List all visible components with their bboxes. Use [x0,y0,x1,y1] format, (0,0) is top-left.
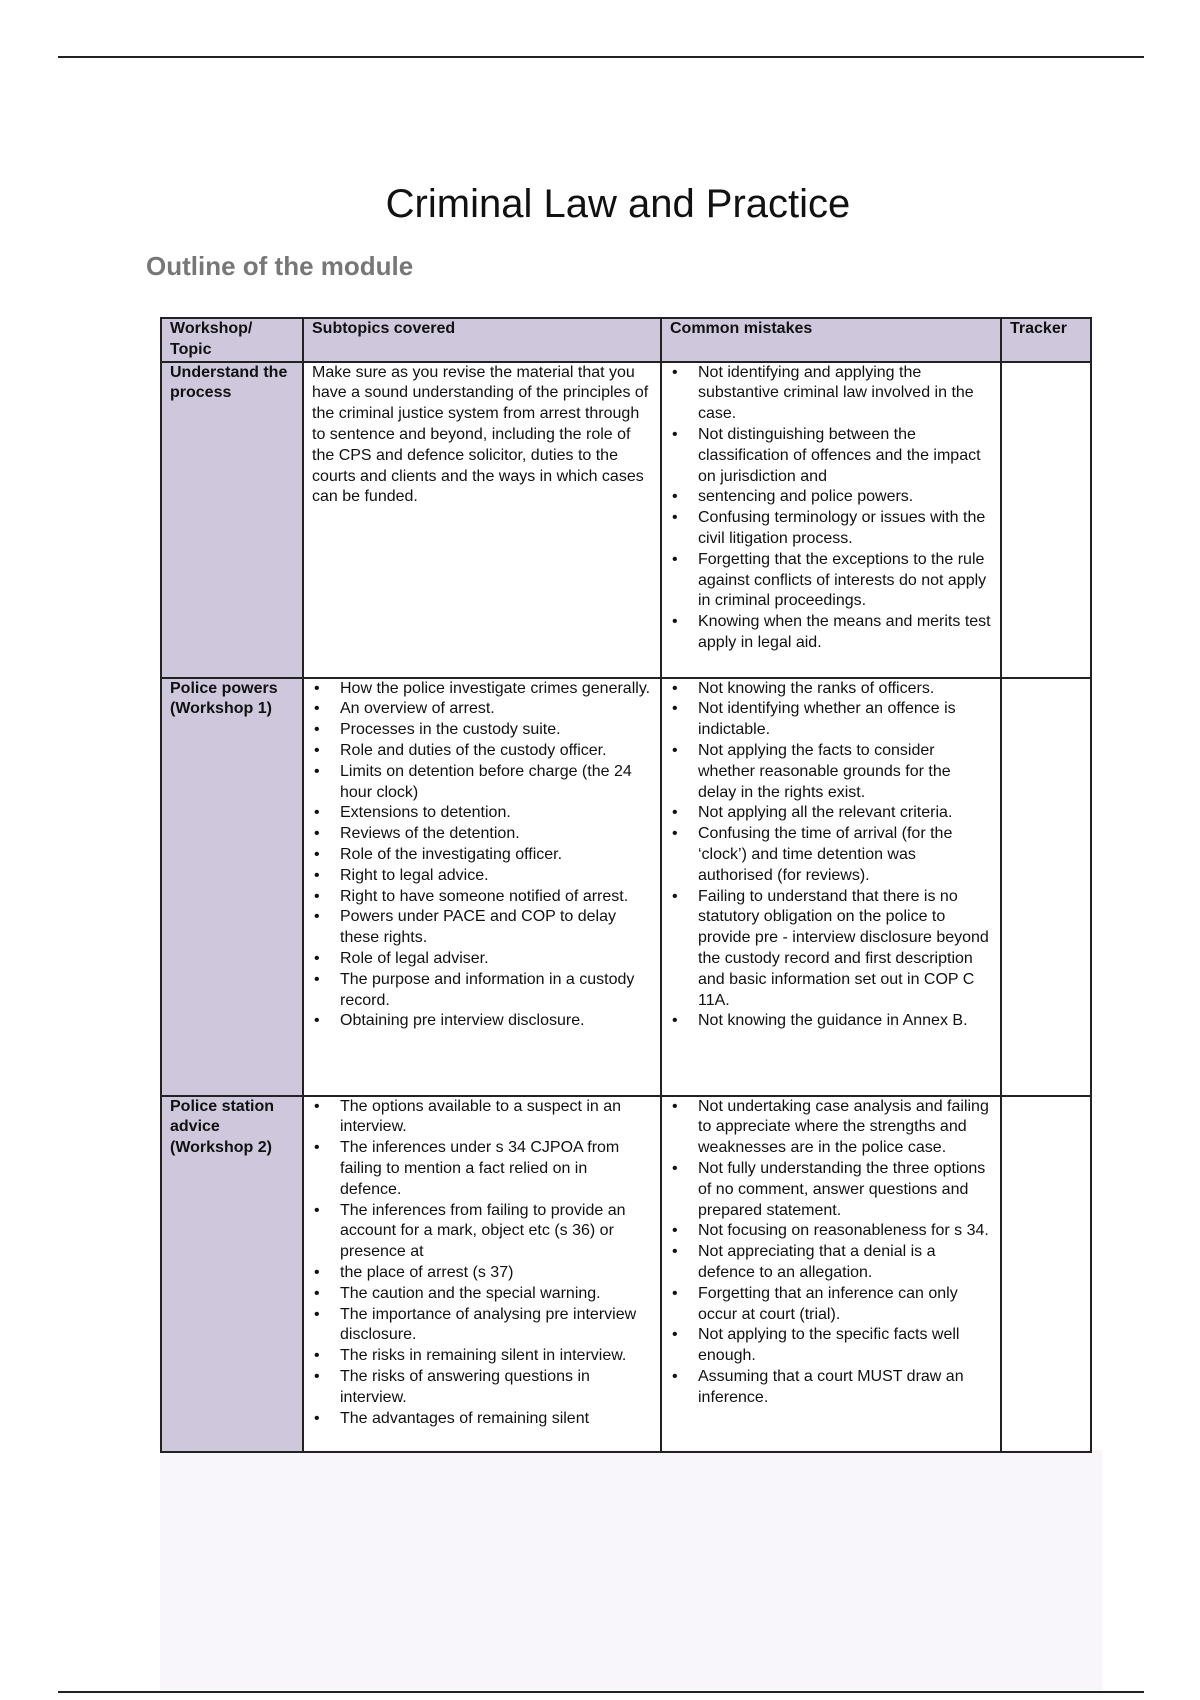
list-item: • Not distinguishing between the classification of offences and the impact on jurisdiction and [670,425,992,487]
table-row [161,362,1091,678]
page-shading [160,1450,1102,1690]
list-item: • Not focusing on reasonableness for s 34. [670,1221,992,1242]
header-subtopics: Subtopics covered [303,318,661,362]
topic-cell: Police powers (Workshop 1) [161,678,303,1096]
list-item: • Right to have someone notified of arrest. [312,887,652,908]
table-header-row [161,318,1091,362]
list-item: • Limits on detention before charge (the 24 hour clock) [312,762,652,804]
header-topic: Workshop/ Topic [161,318,303,362]
list-item: • Not applying the facts to consider whether reasonable grounds for the delay in the rights exist. [670,741,992,803]
list-item: • Not undertaking case analysis and failing to appreciate where the strengths and weaknesses are in the police case. [670,1097,992,1159]
page-title: Criminal Law and Practice [385,182,851,226]
list-item: • Not applying all the relevant criteria. [670,803,992,824]
mistakes-cell [661,1096,1001,1452]
list-item: • Extensions to detention. [312,803,652,824]
header-mistakes: Common mistakes [661,318,1001,362]
list-item: • The importance of analysing pre interview disclosure. [312,1305,652,1347]
list-item: • Forgetting that an inference can only occur at court (trial). [670,1284,992,1326]
list-item: • sentencing and police powers. [670,487,992,508]
list-item: • Forgetting that the exceptions to the rule against conflicts of interests do not apply in criminal proceedings. [670,550,992,612]
table-row [161,1096,1091,1452]
list-item: • Not appreciating that a denial is a defence to an allegation. [670,1242,992,1284]
subtopics-cell: Make sure as you revise the material that you have a sound understanding of the principles of the criminal justice system from arrest through to sentence and beyond, including the role of the CPS and defence solicitor, duties to the courts and clients and the ways in which cases can be funded. [303,362,661,678]
list-item: • Confusing the time of arrival (for the ‘clock’) and time detention was authorised (for reviews). [670,824,992,886]
list-item: • The advantages of remaining silent [312,1409,652,1430]
section-heading: Outline of the module [146,251,414,281]
list-item: • Not identifying whether an offence is indictable. [670,699,992,741]
header-tracker: Tracker [1001,318,1091,362]
list-item: • How the police investigate crimes generally. [312,679,652,700]
footer-rule [58,1691,1144,1693]
list-item: • The caution and the special warning. [312,1284,652,1305]
list-item: • Not knowing the ranks of officers. [670,679,992,700]
list-item: • Role of the investigating officer. [312,845,652,866]
list-item: • Confusing terminology or issues with the civil litigation process. [670,508,992,550]
list-item: • The purpose and information in a custody record. [312,970,652,1012]
topic-cell: Police station advice (Workshop 2) [161,1096,303,1452]
list-item: • Processes in the custody suite. [312,720,652,741]
list-item: • Obtaining pre interview disclosure. [312,1011,652,1032]
list-item: • Not applying to the specific facts well enough. [670,1325,992,1367]
mistakes-cell [661,678,1001,1096]
list-item: • Failing to understand that there is no statutory obligation on the police to provide pre - interview disclosure beyond the custody record and first description and basic information set out in COP C 11A. [670,887,992,1012]
mistakes-list [670,679,992,1033]
list-item: • An overview of arrest. [312,699,652,720]
mistakes-cell [661,362,1001,678]
list-item: • the place of arrest (s 37) [312,1263,652,1284]
list-item: • Powers under PACE and COP to delay these rights. [312,907,652,949]
header-rule [58,56,1144,58]
list-item: • Knowing when the means and merits test apply in legal aid. [670,612,992,654]
list-item: • The inferences from failing to provide an account for a mark, object etc (s 36) or presence at [312,1201,652,1263]
mistakes-list [670,1097,992,1409]
list-item: • The risks of answering questions in interview. [312,1367,652,1409]
list-item: • Role and duties of the custody officer. [312,741,652,762]
mistakes-list [670,363,992,654]
list-item: • The inferences under s 34 CJPOA from failing to mention a fact relied on in defence. [312,1138,652,1200]
table-row [161,678,1091,1096]
subtopics-list [312,679,652,1033]
subtopics-list [312,1097,652,1430]
topic-cell: Understand the process [161,362,303,678]
tracker-cell[interactable] [1001,678,1091,1096]
list-item: • The risks in remaining silent in interview. [312,1346,652,1367]
list-item: • Role of legal adviser. [312,949,652,970]
tracker-cell[interactable] [1001,1096,1091,1452]
list-item: • Right to legal advice. [312,866,652,887]
tracker-cell[interactable] [1001,362,1091,678]
list-item: • Assuming that a court MUST draw an inference. [670,1367,992,1409]
subtopics-cell [303,678,661,1096]
list-item: • Not knowing the guidance in Annex B. [670,1011,992,1032]
list-item: • Not identifying and applying the substantive criminal law involved in the case. [670,363,992,425]
list-item: • Not fully understanding the three options of no comment, answer questions and prepared statement. [670,1159,992,1221]
subtopics-cell [303,1096,661,1452]
list-item: • The options available to a suspect in an interview. [312,1097,652,1139]
module-outline-table [160,317,1092,1453]
list-item: • Reviews of the detention. [312,824,652,845]
